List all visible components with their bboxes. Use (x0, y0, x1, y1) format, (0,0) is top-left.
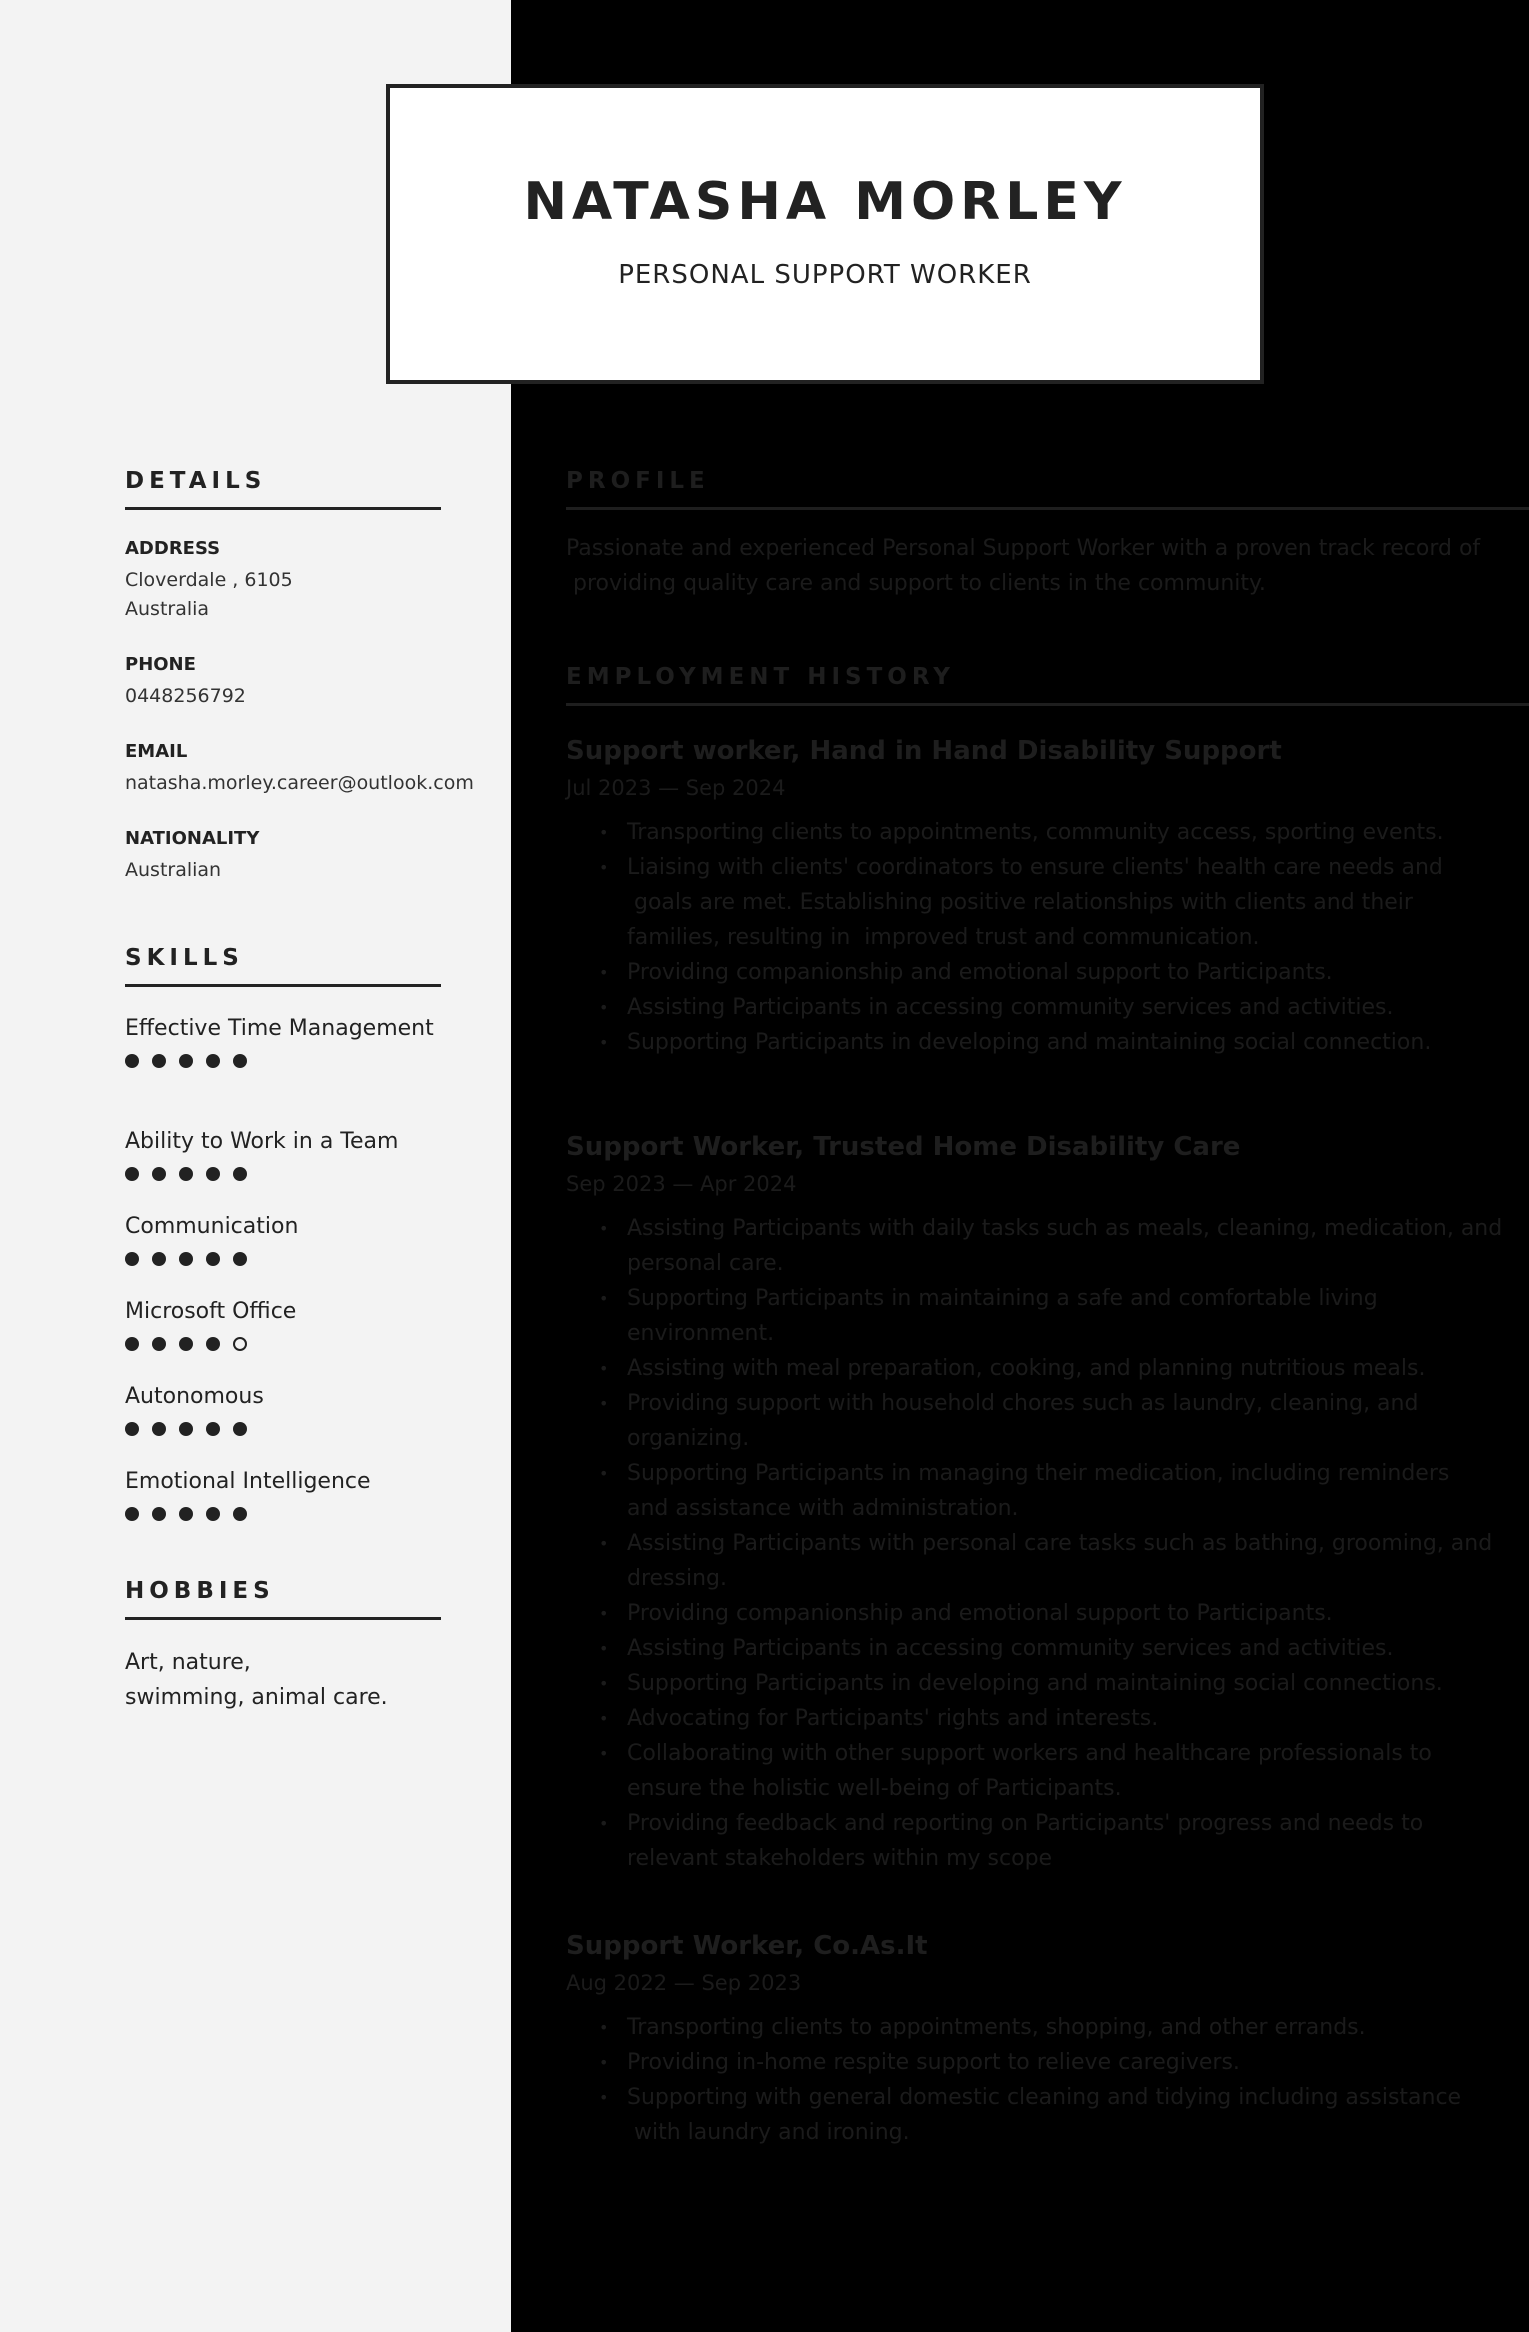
rating-dot-filled (233, 1167, 247, 1181)
skill-item (125, 1467, 455, 1521)
skill-name: Effective Time Management (125, 1016, 434, 1041)
skill-item (125, 1014, 445, 1068)
rating-dot-filled (206, 1337, 220, 1351)
rating-dot-filled (152, 1422, 166, 1436)
job-bullet: • Assisting Participants in accessing community services and activities. (566, 990, 1529, 1025)
skill-name: Emotional Intelligence (125, 1469, 371, 1494)
nationality-block (125, 830, 505, 885)
job-bullet: • Supporting Participants in developing and maintaining social connection. (566, 1025, 1529, 1060)
job-bullet: • Assisting Participants with personal care tasks such as bathing, grooming, and dressing. (566, 1526, 1529, 1596)
job-dates: Sep 2023 — Apr 2024 (566, 1172, 797, 1196)
employment-divider (566, 703, 1529, 706)
job-bullet: • Supporting Participants in maintaining a safe and comfortable living environment. (566, 1281, 1529, 1351)
rating-dot-filled (233, 1422, 247, 1436)
job-bullets (566, 2010, 1529, 2150)
hobbies-block (125, 1645, 505, 1715)
profile-line-1: Passionate and experienced Personal Support Worker with a proven track record of (566, 536, 1481, 561)
rating-dot-filled (179, 1422, 193, 1436)
rating-dot-filled (125, 1252, 139, 1266)
address-block (125, 540, 505, 624)
skill-item (125, 1212, 455, 1266)
rating-dot-filled (179, 1252, 193, 1266)
address-line-1: Cloverdale , 6105 (125, 569, 293, 591)
job-bullet: • Supporting with general domestic cleaning and tidying including assistance with laundry and ironing. (566, 2080, 1529, 2150)
profile-line-2: providing quality care and support to clients in the community. (566, 571, 1266, 596)
skill-rating (125, 1337, 455, 1351)
job-bullets (566, 815, 1529, 1060)
job-entry (566, 738, 1529, 1060)
rating-dot-filled (125, 1507, 139, 1521)
address-line-2: Australia (125, 598, 210, 620)
job-dates: Jul 2023 — Sep 2024 (566, 776, 786, 800)
rating-dot-filled (152, 1167, 166, 1181)
profile-divider (566, 507, 1529, 510)
rating-dot-filled (152, 1252, 166, 1266)
job-bullet: • Assisting Participants in accessing community services and activities. (566, 1631, 1529, 1666)
rating-dot-filled (179, 1507, 193, 1521)
rating-dot-filled (206, 1252, 220, 1266)
job-bullet: • Transporting clients to appointments, shopping, and other errands. (566, 2010, 1529, 2045)
skill-name: Microsoft Office (125, 1299, 297, 1324)
profile-section (566, 470, 1529, 601)
profile-heading: PROFILE (566, 468, 710, 494)
candidate-title: PERSONAL SUPPORT WORKER (618, 260, 1032, 290)
job-bullet: • Advocating for Participants' rights and interests. (566, 1701, 1529, 1736)
job-bullet: • Assisting with meal preparation, cooking, and planning nutritious meals. (566, 1351, 1529, 1386)
rating-dot-filled (206, 1422, 220, 1436)
skills-heading: SKILLS (125, 945, 244, 971)
hobbies-line-1: Art, nature, (125, 1650, 251, 1675)
rating-dot-filled (206, 1167, 220, 1181)
job-entry (566, 1933, 1529, 2150)
rating-dot-filled (125, 1337, 139, 1351)
rating-dot-filled (152, 1507, 166, 1521)
job-entry (566, 1134, 1529, 1876)
hobbies-section (125, 1580, 505, 1620)
hobbies-divider (125, 1617, 441, 1620)
address-label: ADDRESS (125, 538, 221, 559)
skill-rating (125, 1507, 455, 1521)
skills-divider (125, 984, 441, 987)
job-bullet: • Providing feedback and reporting on Participants' progress and needs to relevant stakeholders within my scope (566, 1806, 1529, 1876)
rating-dot-filled (125, 1054, 139, 1068)
job-bullet: • Providing companionship and emotional support to Participants. (566, 955, 1529, 990)
phone-value: 0448256792 (125, 685, 246, 707)
hobbies-line-2: swimming, animal care. (125, 1685, 388, 1710)
email-value: natasha.morley.career@outlook.com (125, 772, 474, 794)
job-bullet: • Supporting Participants in developing and maintaining social connections. (566, 1666, 1529, 1701)
nationality-label: NATIONALITY (125, 828, 260, 849)
email-block (125, 743, 505, 798)
skill-name: Autonomous (125, 1384, 264, 1409)
skill-name: Communication (125, 1214, 299, 1239)
candidate-name: NATASHA MORLEY (523, 172, 1127, 232)
phone-block (125, 656, 505, 711)
rating-dot-filled (179, 1167, 193, 1181)
hobbies-heading: HOBBIES (125, 1578, 275, 1604)
job-title: Support Worker, Trusted Home Disability Care (566, 1132, 1241, 1162)
phone-label: PHONE (125, 654, 196, 675)
rating-dot-filled (179, 1054, 193, 1068)
skill-item (125, 1297, 455, 1351)
job-title: Support Worker, Co.As.It (566, 1931, 928, 1961)
skill-rating (125, 1167, 455, 1181)
email-label: EMAIL (125, 741, 188, 762)
details-section (125, 470, 505, 510)
job-bullet: • Providing support with household chores such as laundry, cleaning, and organizing. (566, 1386, 1529, 1456)
skill-rating (125, 1422, 455, 1436)
details-heading: DETAILS (125, 468, 267, 494)
rating-dot-empty (233, 1337, 247, 1351)
details-divider (125, 507, 441, 510)
nationality-value: Australian (125, 859, 222, 881)
job-bullet: • Providing in-home respite support to relieve caregivers. (566, 2045, 1529, 2080)
rating-dot-filled (206, 1054, 220, 1068)
job-bullet: • Supporting Participants in managing their medication, including reminders and assistance with administration. (566, 1456, 1529, 1526)
rating-dot-filled (233, 1507, 247, 1521)
skills-section (125, 947, 505, 987)
rating-dot-filled (125, 1167, 139, 1181)
job-bullet: • Transporting clients to appointments, community access, sporting events. (566, 815, 1529, 850)
rating-dot-filled (206, 1507, 220, 1521)
rating-dot-filled (233, 1252, 247, 1266)
rating-dot-filled (179, 1337, 193, 1351)
job-title: Support worker, Hand in Hand Disability Support (566, 736, 1282, 766)
rating-dot-filled (152, 1054, 166, 1068)
employment-section (566, 666, 1529, 706)
job-dates: Aug 2022 — Sep 2023 (566, 1971, 802, 1995)
name-header-card (386, 84, 1264, 384)
rating-dot-filled (233, 1054, 247, 1068)
rating-dot-filled (152, 1337, 166, 1351)
skill-item (125, 1127, 455, 1181)
job-bullet: • Liaising with clients' coordinators to ensure clients' health care needs and goals are met. Establishing positive relationships with clients and their families, resulting in improved trust and communication. (566, 850, 1529, 955)
skill-rating (125, 1054, 445, 1068)
skill-item (125, 1382, 455, 1436)
job-bullets (566, 1211, 1529, 1876)
job-bullet: • Providing companionship and emotional support to Participants. (566, 1596, 1529, 1631)
rating-dot-filled (125, 1422, 139, 1436)
skill-name: Ability to Work in a Team (125, 1129, 399, 1154)
employment-heading: EMPLOYMENT HISTORY (566, 664, 955, 690)
skill-rating (125, 1252, 455, 1266)
job-bullet: • Collaborating with other support workers and healthcare professionals to ensure the holistic well-being of Participants. (566, 1736, 1529, 1806)
job-bullet: • Assisting Participants with daily tasks such as meals, cleaning, medication, and personal care. (566, 1211, 1529, 1281)
